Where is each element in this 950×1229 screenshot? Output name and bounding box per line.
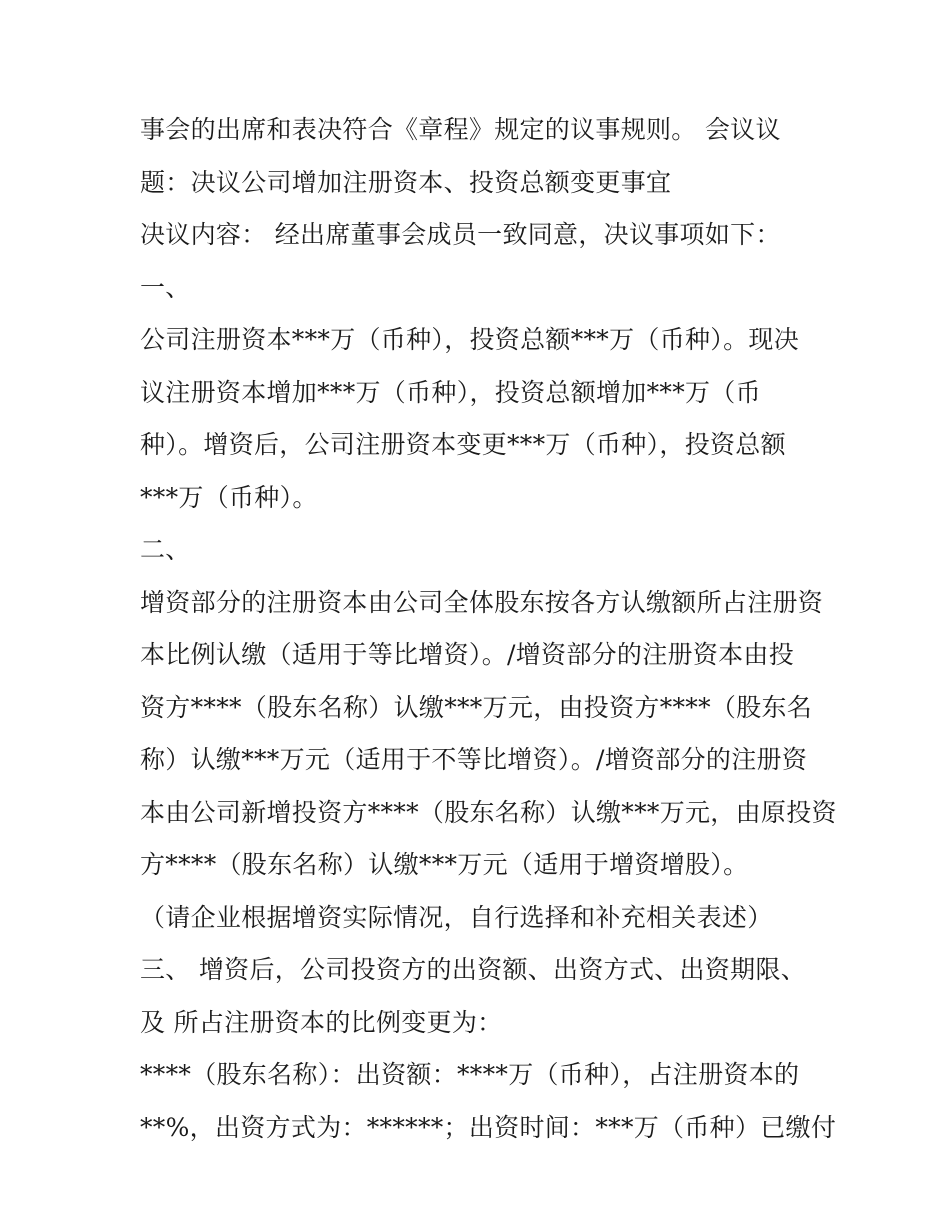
text-line: 议注册资本增加***万（币种），投资总额增加***万（币 — [140, 377, 761, 407]
section-heading: 三、 增资后，公司投资方的出资额、出资方式、出资期限、 — [140, 955, 807, 984]
text-line: 增资部分的注册资本由公司全体股东按各方认缴额所占注册资 — [140, 587, 824, 617]
section-heading: 二、 — [140, 535, 191, 564]
document-body — [140, 108, 837, 1158]
text-line: （请企业根据增资实际情况，自行选择和补充相关表述） — [140, 902, 773, 932]
text-line: 题：决议公司增加注册资本、投资总额变更事宜 — [140, 167, 672, 197]
text-line: 事会的出席和表决符合《章程》规定的议事规则。 会议议 — [140, 115, 781, 144]
text-line: 资方****（股东名称）认缴***万元，由投资方****（股东名 — [140, 692, 813, 722]
text-line: 称）认缴***万元（适用于不等比增资）。/增资部分的注册资 — [140, 745, 808, 774]
text-line: 及 所占注册资本的比例变更为： — [140, 1007, 503, 1037]
text-line: 方****（股东名称）认缴***万元（适用于增资增股）。 — [140, 850, 749, 879]
text-line: ***万（币种）。 — [140, 482, 318, 512]
text-line: 决议内容： 经出席董事会成员一致同意，决议事项如下： — [140, 220, 781, 249]
text-line: ****（股东名称）：出资额：****万（币种），占注册资本的 — [140, 1060, 800, 1089]
text-line: 本由公司新增投资方****（股东名称）认缴***万元，由原投资 — [140, 797, 837, 827]
text-line: 本比例认缴（适用于等比增资）。/增资部分的注册资本由投 — [140, 640, 795, 669]
text-line: **%，出资方式为：******；出资时间：***万（币种）已缴付 — [140, 1112, 837, 1142]
text-line: 公司注册资本***万（币种），投资总额***万（币种）。现决 — [140, 325, 800, 354]
text-line: 种）。增资后，公司注册资本变更***万（币种），投资总额 — [140, 430, 786, 459]
section-heading: 一、 — [140, 272, 191, 302]
